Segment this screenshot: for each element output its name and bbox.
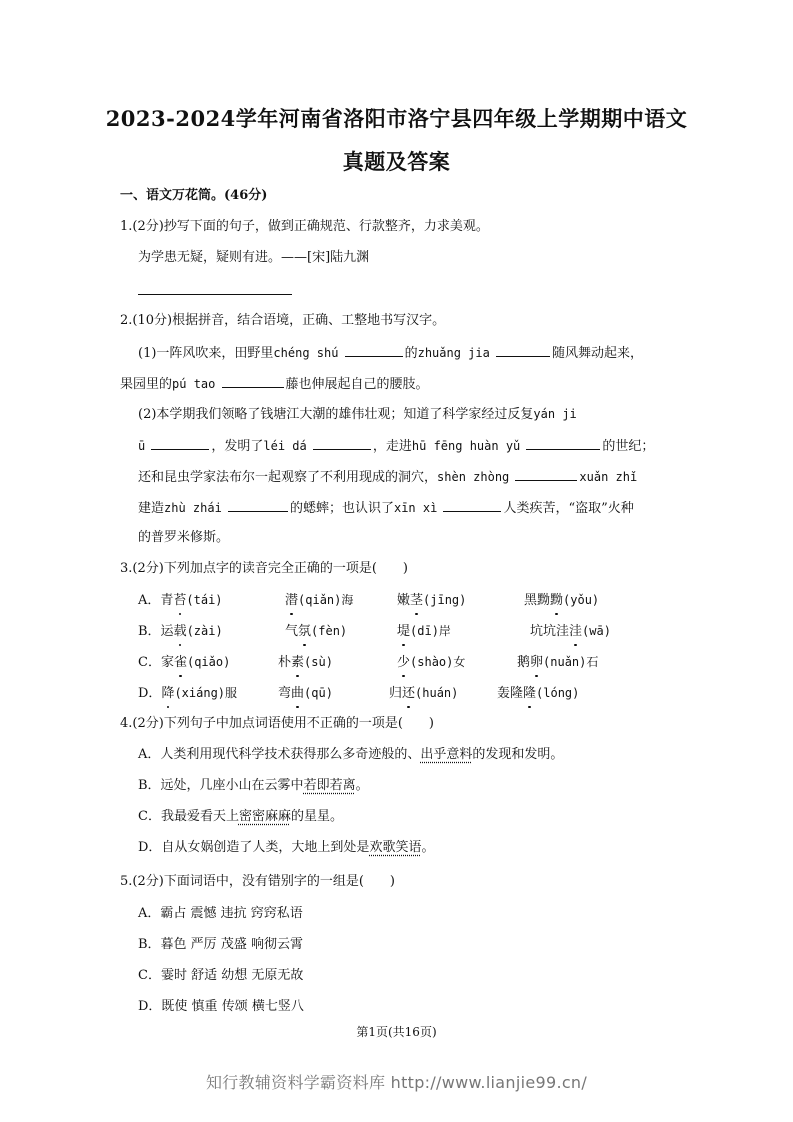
- document-title-line2: 真题及答案: [342, 149, 451, 174]
- pinyin: pú tao: [172, 377, 216, 391]
- question-2-part2-line3: [138, 467, 637, 487]
- pinyin: xuǎn zhǐ: [579, 470, 638, 484]
- question-2-part2-line5: 的普罗米修斯。: [138, 530, 230, 545]
- question-4-stem: 4.(2分)下列句子中加点词语使用不正确的一项是( ): [120, 716, 434, 731]
- question-1-stem: 1.(2分)抄写下面的句子，做到正确规范、行款整齐，力求美观。: [120, 219, 489, 234]
- answer-blank[interactable]: [313, 436, 371, 450]
- watermark-text: 知行教辅资料学霸资料库 http://www.lianjie99.cn/: [205, 1073, 588, 1092]
- answer-blank[interactable]: [443, 498, 501, 512]
- q3-option-b-4: 坑坑洼洼(wā): [530, 624, 611, 639]
- q3-option-b-3: 堤(dī)岸: [397, 624, 451, 639]
- dotted-phrase: 欢歌笑语: [369, 840, 422, 855]
- pinyin: chéng shú: [273, 346, 339, 360]
- q3-option-a-2: 潜(qiǎn)海: [285, 593, 354, 608]
- dotted-phrase: 出乎意料: [420, 747, 473, 762]
- answer-blank[interactable]: [345, 343, 403, 357]
- q3-option-d-4: 轰隆隆(lóng): [497, 686, 580, 701]
- q3-option-a-3: 嫩茎(jīng): [397, 593, 467, 608]
- text: 藤也伸展起自己的腰肢。: [285, 377, 429, 392]
- question-2-part2-line2: [138, 436, 654, 456]
- q3-option-d-1[interactable]: D．降(xiáng)服: [138, 686, 238, 701]
- q3-option-b-1[interactable]: B．运载(zài): [138, 624, 223, 639]
- q3-option-c-2: 朴素(sù): [278, 655, 333, 670]
- text: 建造: [138, 501, 165, 516]
- question-2-part2-line1: [138, 405, 577, 424]
- page-number: 第1页(共16页): [356, 1025, 437, 1039]
- document-title-line1: 2023-2024学年河南省洛阳市洛宁县四年级上学期期中语文: [105, 106, 688, 131]
- answer-blank[interactable]: [222, 374, 284, 388]
- text: 还和昆虫学家法布尔一起观察了不利用现成的洞穴，: [138, 470, 438, 485]
- text: 人类疾苦，“盗取”火种: [503, 501, 634, 516]
- pinyin: ū: [138, 439, 146, 453]
- q5-option-c[interactable]: C．霎时 舒适 幼想 无原无故: [138, 968, 304, 983]
- dotted-phrase: 密密麻麻: [238, 809, 291, 824]
- pinyin: zhù zhái: [164, 501, 222, 515]
- question-1-sentence: 为学患无疑，疑则有进。——[宋]陆九渊: [138, 250, 370, 265]
- dotted-phrase: 若即若离: [303, 778, 356, 793]
- text: 的世纪；: [602, 439, 655, 454]
- question-2-part1-line2: [120, 374, 429, 394]
- text: 的: [404, 346, 418, 361]
- q5-option-a[interactable]: A．霸占 震憾 违抗 窍窍私语: [138, 906, 303, 921]
- pinyin: léi dá: [263, 439, 307, 453]
- pinyin: xīn xì: [393, 501, 438, 515]
- text: 的蟋蟀；也认识了: [289, 501, 394, 516]
- answer-blank[interactable]: [496, 343, 550, 357]
- section-heading: 一、语文万花筒。(46分): [120, 188, 268, 203]
- q3-option-c-1[interactable]: C．家雀(qiǎo): [138, 655, 231, 670]
- q3-option-c-3: 少(shào)女: [397, 655, 466, 670]
- pinyin: shèn zhòng: [437, 470, 510, 484]
- q4-option-b[interactable]: B．远处，几座小山在云雾中若即若离。: [138, 778, 369, 793]
- q5-option-b[interactable]: B．暮色 严厉 茂盛 响彻云霄: [138, 937, 303, 952]
- q3-option-d-2: 弯曲(qū): [278, 686, 333, 701]
- text: (1)一阵风吹来，田野里: [138, 346, 274, 361]
- q3-option-d-3: 归还(huán): [389, 686, 459, 701]
- text: ，走进: [372, 439, 412, 454]
- q3-option-b-2: 气氛(fèn): [285, 624, 348, 639]
- question-2-stem: 2.(10分)根据拼音，结合语境，正确、工整地书写汉字。: [120, 313, 446, 328]
- question-5-stem: 5.(2分)下面词语中，没有错别字的一组是( ): [120, 874, 395, 889]
- answer-blank[interactable]: [151, 436, 209, 450]
- answer-blank[interactable]: [515, 467, 577, 481]
- question-2-part2-line4: [138, 498, 634, 518]
- pinyin: hū fēng huàn yǔ: [411, 439, 521, 453]
- text: 随风舞动起来，: [552, 346, 644, 361]
- q4-option-d[interactable]: D．自从女娲创造了人类，大地上到处是欢歌笑语。: [138, 840, 435, 855]
- text: (2)本学期我们领略了钱塘江大潮的雄伟壮观；知道了科学家经过反复: [138, 407, 534, 422]
- q3-option-a-4: 黑黝黝(yǒu): [524, 593, 600, 608]
- pinyin: zhuǎng jia: [417, 346, 490, 360]
- q4-option-c[interactable]: C．我最爱看天上密密麻麻的星星。: [138, 809, 343, 824]
- question-2-part1-line1: [138, 343, 643, 363]
- copy-answer-line: [138, 294, 292, 295]
- q4-option-a[interactable]: A．人类利用现代科学技术获得那么多奇迹般的、出乎意料的发现和发明。: [138, 747, 564, 762]
- answer-blank[interactable]: [526, 436, 600, 450]
- text: ，发明了: [211, 439, 264, 454]
- text: 果园里的: [120, 377, 173, 392]
- question-3-stem: 3.(2分)下列加点字的读音完全正确的一项是( ): [120, 561, 408, 576]
- q3-option-c-4: 鹅卵(nuǎn)石: [517, 655, 599, 670]
- q3-option-a-1[interactable]: A．青苔(tái): [138, 593, 223, 608]
- pinyin: yán ji: [533, 407, 577, 421]
- q5-option-d[interactable]: D．既使 慎重 传颂 横七竖八: [138, 999, 304, 1014]
- answer-blank[interactable]: [228, 498, 288, 512]
